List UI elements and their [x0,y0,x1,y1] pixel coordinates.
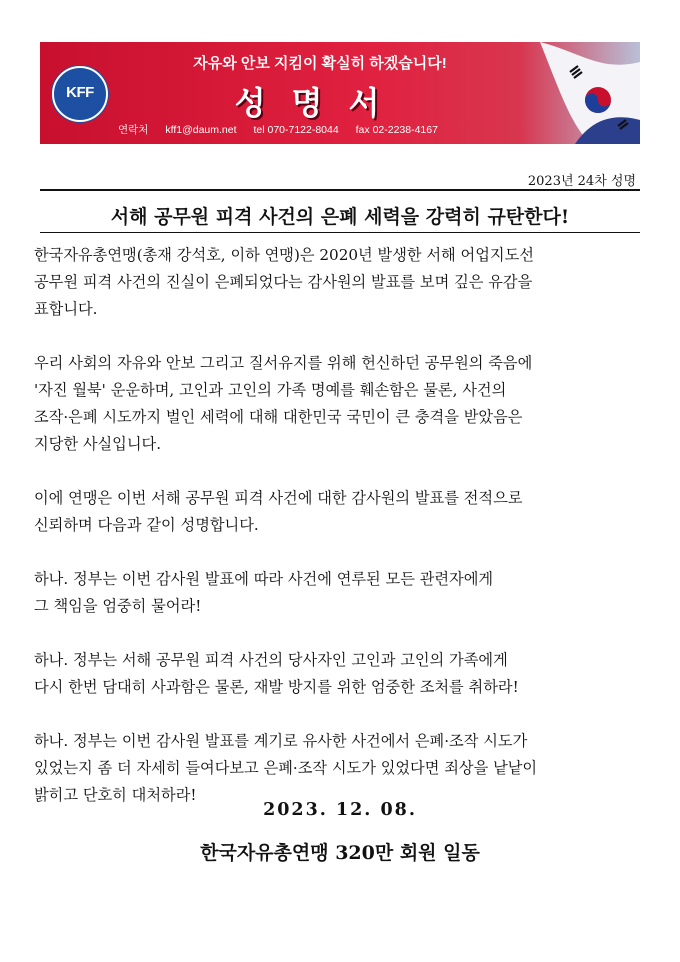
divider-bottom [40,232,640,233]
contact-label: 연락처 [118,124,149,136]
statement-body [34,242,646,809]
contact-tel: tel 070-7122-8044 [253,124,339,136]
paragraph-line: 하나. 정부는 서해 공무원 피격 사건의 당사자인 고인과 고인의 가족에게 [34,651,508,669]
paragraph [34,728,646,809]
paragraph-line: 지당한 사실입니다. [34,435,162,453]
header-banner [40,42,640,144]
paragraph-line: 조작·은폐 시도까지 벌인 세력에 대해 대한민국 국민이 큰 충격을 받았음은 [34,408,523,426]
contact-fax: fax 02-2238-4167 [355,124,438,136]
statement-date: 2023. 12. 08. [263,800,417,820]
headline: 서해 공무원 피격 사건의 은폐 세력을 강력히 규탄한다! [110,206,570,228]
paragraph-gap [34,620,646,647]
paragraph-line: 한국자유총연맹(총재 강석호, 이하 연맹)은 2020년 발생한 서해 어업지도선 [34,246,534,264]
paragraph-gap [34,323,646,350]
paragraph-line: 신뢰하며 다음과 같이 성명합니다. [34,516,259,534]
paragraph-line: 하나. 정부는 이번 감사원 발표를 계기로 유사한 사건에서 은폐·조작 시도가 [34,732,528,750]
paragraph-line: 다시 한번 담대히 사과함은 물론, 재발 방지를 위한 엄중한 조처를 취하라! [34,678,519,696]
paragraph-line: 공무원 피격 사건의 진실이 은폐되었다는 감사원의 발표를 보며 깊은 유감을 [34,273,533,291]
divider-top [40,189,640,191]
paragraph-gap [34,539,646,566]
signer: 한국자유총연맹 320만 회원 일동 [200,842,480,864]
banner-slogan: 자유와 안보 지킴이 확실히 하겠습니다! [193,55,447,72]
paragraph-gap [34,701,646,728]
paragraph-line: 밝히고 단호히 대처하라! [34,786,197,804]
paragraph-line: 이에 연맹은 이번 서해 공무원 피격 사건에 대한 감사원의 발표를 전적으로 [34,489,523,507]
paragraph-line: 우리 사회의 자유와 안보 그리고 질서유지를 위해 헌신하던 공무원의 죽음에 [34,354,533,372]
contact-email: kff1@daum.net [165,124,237,136]
paragraph [34,647,646,701]
contact-line [118,122,452,137]
paragraph-line: 그 책임을 엄중히 물어라! [34,597,202,615]
paragraph [34,566,646,620]
paragraph [34,485,646,539]
page-title: 성명서 [234,85,406,121]
paragraph-line: 표합니다. [34,300,98,318]
paragraph-line: 하나. 정부는 이번 감사원 발표에 따라 사건에 연루된 모든 관련자에게 [34,570,494,588]
paragraph [34,242,646,323]
paragraph-line: 있었는지 좀 더 자세히 들여다보고 은폐·조작 시도가 있었다면 죄상을 낱낱이 [34,759,538,777]
paragraph-gap [34,458,646,485]
paragraph-line: '자진 월북' 운운하며, 고인과 고인의 가족 명예를 훼손함은 물론, 사건의 [34,381,507,399]
paragraph [34,350,646,458]
logo-text: KFF [66,84,94,101]
issue-number: 2023년 24차 성명 [527,174,636,189]
